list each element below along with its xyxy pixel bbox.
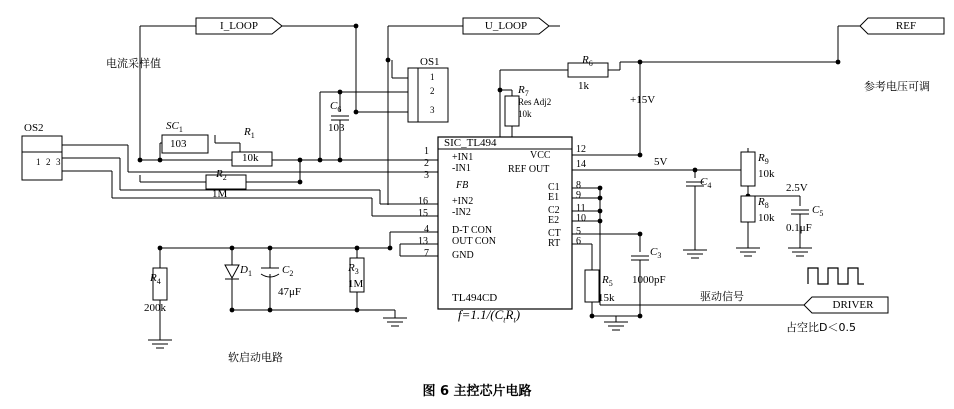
comp-r8-ref: $R_8$ [758,196,769,211]
label-5v: 5V [654,156,668,168]
comp-c3-ref: $C_3$ [650,246,662,261]
pin-name-gnd: GND [452,250,474,261]
pin-num-11: 11 [576,203,586,214]
ic-frequency-formula: $f=1.1/(C_tR_t)$ [458,307,521,325]
pin-name-minus-in1: -IN1 [452,163,471,174]
pin-name-vcc: VCC [530,150,551,161]
flag-ref: REF [895,20,917,32]
connector-os2-label: OS2 [24,122,44,134]
comp-c6-ref: $C_6$ [330,100,342,115]
comp-c5-ref: $C_5$ [812,204,824,219]
pin-num-3: 3 [424,170,429,181]
pin-num-15: 15 [418,208,428,219]
comp-r6-value: 1k [578,80,589,92]
connector-os1-pin-1: 1 [430,72,435,82]
pin-num-13: 13 [418,236,428,247]
pin-name-plus-in1: +IN1 [452,152,474,163]
comp-c5-value: 0.1μF [786,222,812,234]
pin-num-9: 9 [576,190,581,201]
label-ref-voltage-adj: 参考电压可调 [864,80,930,93]
pin-name-e1: E1 [548,192,560,203]
comp-r8-value: 10k [758,212,775,224]
figure-caption: 图 6 主控芯片电路 [422,384,532,399]
label-2p5v: 2.5V [786,182,808,194]
label-15v: +15V [630,94,656,106]
label-soft-start: 软启动电路 [228,351,283,364]
pin-name-out-con: OUT CON [452,236,496,247]
comp-c3-value: 1000pF [632,274,666,286]
comp-sc1-value: 103 [170,138,187,150]
pin-num-2: 2 [424,158,429,169]
comp-r7-note: Res Adj2 [518,97,552,107]
connector-os2-pin-1: 1 [36,157,41,167]
comp-r1-value: 10k [242,152,259,164]
pin-num-10: 10 [576,213,586,224]
comp-r5-ref: $R_5$ [602,274,613,289]
pin-num-14: 14 [576,159,586,170]
connector-os1-pin-3: 3 [430,105,435,115]
ic-title: SIC_TL494 [444,137,497,149]
ic-part-number: TL494CD [452,292,498,304]
pin-name-fb: FB [456,180,469,191]
connector-os2-pin-2: 2 [46,157,51,167]
label-current-sample: 电流采样值 [106,57,161,70]
pin-num-8: 8 [576,180,581,191]
comp-r9-value: 10k [758,168,775,180]
comp-r9-ref: $R_9$ [758,152,769,167]
comp-c2-ref: $C_2$ [282,264,294,279]
comp-r7-ref: $R_7$ [518,84,529,99]
pin-num-1: 1 [424,146,429,157]
comp-r2-value: 1M [212,188,228,200]
pin-num-4: 4 [424,224,429,235]
comp-r6-ref: $R_6$ [582,54,593,69]
pin-name-e2: E2 [548,215,560,226]
comp-r4-ref: $R_4$ [150,272,161,287]
pin-num-6: 6 [576,236,581,247]
flag-driver: DRIVER [832,299,874,311]
pin-name-minus-in2: -IN2 [452,207,471,218]
comp-r1-ref: $R_1$ [244,126,255,141]
connector-os1-pin-2: 2 [430,86,435,96]
pin-num-5: 5 [576,226,581,237]
pin-num-16: 16 [418,196,428,207]
connector-os2-pin-3: 3 [56,157,61,167]
comp-r3-ref: $R_3$ [348,262,359,277]
label-duty: 占空比D＜0.5 [786,321,856,334]
comp-r3-value: 1M [348,278,364,290]
comp-d1-ref: $D_1$ [240,264,252,279]
comp-c6-value: 103 [328,122,345,134]
pin-name-c2: C2 [548,205,560,216]
pin-name-c1: C1 [548,182,560,193]
comp-r7-value: 10k [518,109,532,119]
label-drive-signal: 驱动信号 [700,290,744,303]
flag-u-loop: U_LOOP [484,20,528,32]
comp-r4-value: 200k [144,302,166,314]
comp-r5-value: 15k [598,292,615,304]
flag-i-loop: I_LOOP [220,20,258,32]
pin-num-7: 7 [424,248,429,259]
comp-c2-value: 47μF [278,286,302,298]
comp-r2-ref: $R_2$ [216,168,227,183]
pin-name-plus-in2: +IN2 [452,196,474,207]
pin-name-dt-con: D-T CON [452,225,493,236]
pin-name-ref-out: REF OUT [508,164,550,175]
comp-sc1-ref: $SC_1$ [166,120,183,135]
comp-c4-ref: $C_4$ [700,176,712,191]
pin-name-rt: RT [548,238,561,249]
pin-num-12: 12 [576,144,586,155]
connector-os1-label: OS1 [420,56,440,68]
formula-f: f [458,307,462,322]
pin-name-ct: CT [548,228,561,239]
